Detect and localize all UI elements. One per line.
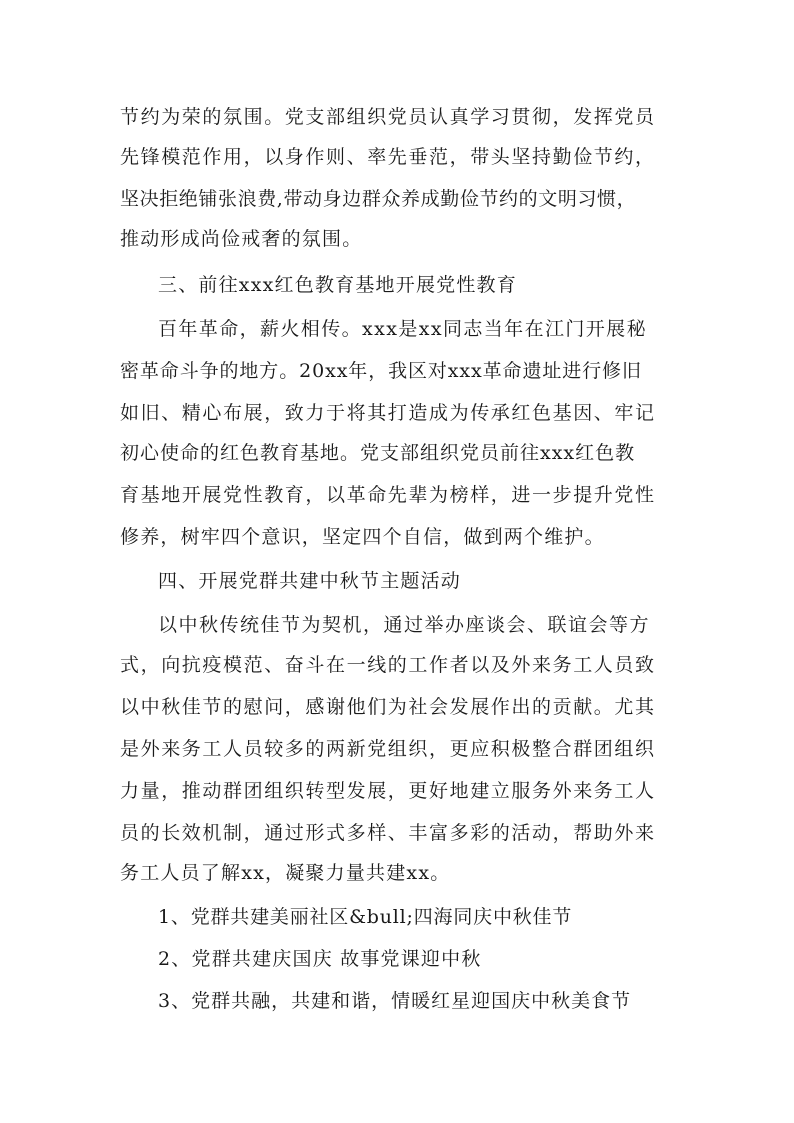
body-line: 初心使命的红色教育基地。党支部组织党员前往xxx红色教 xyxy=(120,442,636,464)
list-item-3: 3、党群共融，共建和谐，情暖红星迎国庆中秋美食节 xyxy=(158,990,632,1012)
body-line: 如旧、精心布展，致力于将其打造成为传承红色基因、牢记 xyxy=(120,402,656,424)
body-line: 以中秋传统佳节为契机，通过举办座谈会、联谊会等方 xyxy=(158,614,651,636)
body-line: 推动形成尚俭戒奢的氛围。 xyxy=(120,228,363,250)
section-heading-4: 四、开展党群共建中秋节主题活动 xyxy=(158,570,462,592)
body-line: 节约为荣的氛围。党支部组织党员认真学习贯彻，发挥党员 xyxy=(120,106,656,128)
body-line: 是外来务工人员较多的两新党组织，更应积极整合群团组织 xyxy=(120,738,656,760)
list-item-1: 1、党群共建美丽社区&bull;四海同庆中秋佳节 xyxy=(158,906,573,928)
body-line: 育基地开展党性教育，以革命先辈为榜样，进一步提升党性 xyxy=(120,484,656,506)
body-line: 修养，树牢四个意识，坚定四个自信，做到两个维护。 xyxy=(120,526,605,548)
body-line: 以中秋佳节的慰问，感谢他们为社会发展作出的贡献。尤其 xyxy=(120,696,656,718)
body-line: 密革命斗争的地方。20xx年，我区对xxx革命遗址进行修旧 xyxy=(120,360,642,382)
section-heading-3: 三、前往xxx红色教育基地开展党性教育 xyxy=(158,274,517,296)
body-line: 先锋模范作用，以身作则、率先垂范，带头坚持勤俭节约， xyxy=(120,146,656,168)
body-line: 百年革命，薪火相传。xxx是xx同志当年在江门开展秘 xyxy=(158,318,647,340)
body-line: 员的长效机制，通过形式多样、丰富多彩的活动，帮助外来 xyxy=(120,822,656,844)
body-line: 力量，推动群团组织转型发展，更好地建立服务外来务工人 xyxy=(120,780,656,802)
body-line: 务工人员了解xx，凝聚力量共建xx。 xyxy=(120,862,451,884)
list-item-2: 2、党群共建庆国庆 故事党课迎中秋 xyxy=(158,948,482,970)
body-line: 坚决拒绝铺张浪费,带动身边群众养成勤俭节约的文明习惯， xyxy=(120,188,637,210)
body-line: 式，向抗疫模范、奋斗在一线的工作者以及外来务工人员致 xyxy=(120,654,656,676)
